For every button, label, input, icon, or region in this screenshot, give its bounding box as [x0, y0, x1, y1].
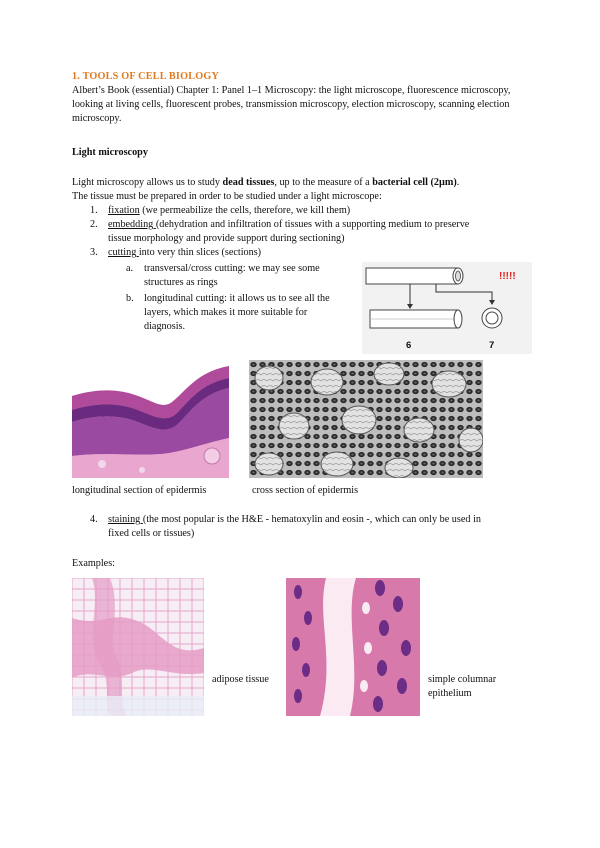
step-fixation: fixation (we permeabilize the cells, therefore, we kill them): [108, 205, 351, 216]
book-reference: Albert’s Book (essential) Chapter 1: Panel 1–1 Microscopy: the light microscope, fluorescence microscopy, looking at living cells, fluorescent probes, transmission microscopy, election microscopy, scanning election microscopy.: [72, 85, 511, 125]
substep-longitudinal-cont: layers, which makes it more suitable for: [144, 307, 308, 318]
substep-cross-cutting: transversal/cross cutting: we may see some: [144, 263, 320, 274]
substep-letter: b.: [126, 293, 134, 304]
section-heading: 1. TOOLS OF CELL BIOLOGY: [72, 71, 219, 82]
intro-preparation: The tissue must be prepared in order to be studied under a light microscope:: [72, 191, 382, 202]
substep-longitudinal: longitudinal cutting: it allows us to see all the: [144, 293, 330, 304]
step-staining: staining (the most popular is the H&E - hematoxylin and eosin -, which can only be used in: [108, 514, 481, 525]
adipose-tissue-image: [72, 578, 204, 716]
substep-cross-cutting-cont: structures as rings: [144, 277, 218, 288]
caption-columnar: simple columnar: [428, 674, 497, 685]
examples-label: Examples:: [72, 558, 116, 569]
caption-columnar-cont: epithelium: [428, 688, 472, 699]
step-cutting: cutting into very thin slices (sections): [108, 247, 262, 258]
step-number: 1.: [90, 205, 98, 216]
step-number: 2.: [90, 219, 98, 230]
step-embedding-cont: tissue morphology and provide support during sectioning): [108, 233, 345, 244]
diagram-label-7: 7: [489, 340, 495, 351]
subsection-title: Light microscopy: [72, 147, 148, 158]
substep-letter: a.: [126, 263, 134, 274]
columnar-epithelium-image: [286, 578, 420, 716]
step-number: 4.: [90, 514, 98, 525]
step-staining-cont: fixed cells or tissues): [108, 528, 195, 539]
alert-marks: !!!!!: [499, 271, 516, 282]
intro-paragraph: Light microscopy allows us to study dead tissues, up to the measure of a bacterial cell (2µm).: [72, 177, 460, 188]
step-embedding: embedding (dehydration and infiltration of tissues with a supporting medium to preserve: [108, 219, 470, 230]
caption-longitudinal: longitudinal section of epidermis: [72, 485, 207, 496]
epidermis-cross-image: [249, 360, 483, 478]
epidermis-longitudinal-image: [72, 360, 229, 478]
substep-longitudinal-cont2: diagnosis.: [144, 321, 186, 332]
diagram-label-6: 6: [406, 340, 412, 351]
caption-adipose: adipose tissue: [212, 674, 269, 685]
caption-cross: cross section of epidermis: [252, 485, 359, 496]
step-number: 3.: [90, 247, 98, 258]
